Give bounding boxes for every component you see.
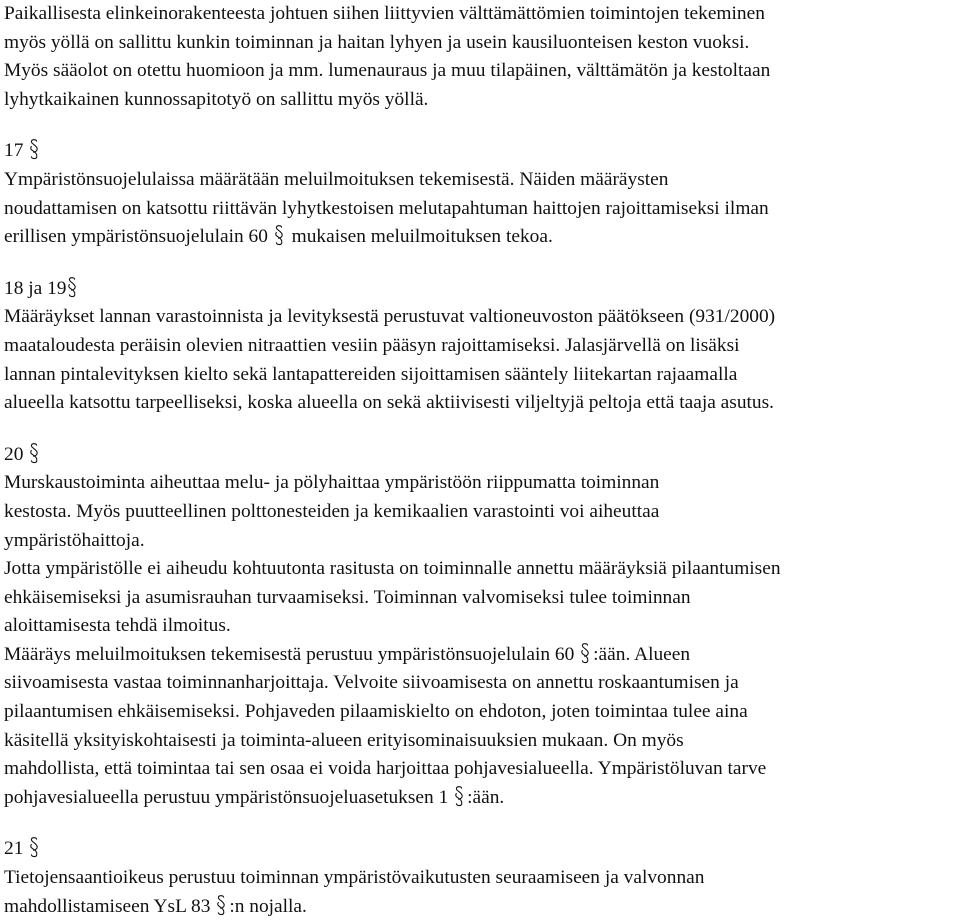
text-segment: :ään.	[467, 786, 505, 808]
text-line: myös yöllä on sallittu kunkin toiminnan ja haitan lyhyen ja usein kausiluonteisen keston vuoksi.	[4, 31, 750, 53]
text-line: Paikallisesta elinkeinorakenteesta johtuen siihen liittyvien välttämättömien toimintojen tekeminen	[4, 3, 765, 24]
paragraph-gap	[4, 812, 956, 835]
text-line: Ympäristönsuojelulaissa määrätään meluilmoituksen tekemisestä. Näiden määräysten	[4, 168, 669, 190]
text-line: lyhytkaikainen kunnossapitotyö on sallittu myös yöllä.	[4, 88, 429, 110]
section-heading	[4, 441, 956, 470]
section-number: 21	[4, 838, 24, 860]
section-number: 18 ja 19	[4, 277, 67, 299]
text-segment: pohjavesialueella perustuu ympäristönsuojeluasetuksen 1	[4, 786, 449, 808]
paragraph-intro	[4, 0, 956, 114]
section-sign-icon	[66, 275, 78, 301]
text-line: ehkäisemiseksi ja asumisrauhan turvaamiseksi. Toiminnan valvomiseksi tulee toiminnan	[4, 586, 691, 608]
text-segment: :ään. Alueen	[593, 643, 691, 665]
section-heading	[4, 275, 956, 304]
text-line: Jotta ympäristölle ei aiheudu kohtuutonta rasitusta on toiminnalle annettu määräyksiä pilaantumisen	[4, 558, 781, 580]
text-segment: mukaisen meluilmoituksen tekoa.	[291, 226, 553, 248]
text-line: Murskaustoiminta aiheuttaa melu- ja pölyhaittaa ympäristöön riippumatta toiminnan	[4, 472, 660, 494]
text-line: pilaantumisen ehkäisemiseksi. Pohjaveden pilaamiskielto on ehdoton, joten toimintaa tulee aina	[4, 701, 748, 723]
text-line	[4, 641, 956, 670]
section-18-19	[4, 275, 956, 418]
text-segment: Määräys meluilmoituksen tekemisestä perustuu ympäristönsuojelulain 60	[4, 643, 575, 665]
text-line	[4, 784, 956, 813]
section-sign-icon	[28, 137, 40, 163]
text-segment: mahdollistamiseen YsL 83	[4, 895, 211, 917]
text-line: Tietojensaantioikeus perustuu toiminnan ympäristövaikutusten seuraamiseen ja valvonnan	[4, 867, 705, 889]
section-heading	[4, 835, 956, 864]
text-line: aloittamisesta tehdä ilmoitus.	[4, 615, 231, 637]
section-number: 17	[4, 140, 24, 162]
section-number: 20	[4, 443, 24, 465]
text-line: Määräykset lannan varastoinnista ja levityksestä perustuvat valtioneuvoston päätökseen (931/2000)	[4, 306, 776, 328]
section-heading	[4, 137, 956, 166]
text-line: mahdollista, että toimintaa tai sen osaa ei voida harjoittaa pohjavesialueella. Ympäristöluvan tarve	[4, 758, 767, 780]
section-21	[4, 835, 956, 921]
paragraph-gap	[4, 114, 956, 137]
paragraph-gap	[4, 252, 956, 275]
text-line: maataloudesta peräisin olevien nitraattien vesiin pääsyn rajoittamiseksi. Jalasjärvellä on lisäksi	[4, 334, 740, 356]
text-line: alueella katsottu tarpeelliseksi, koska alueella on sekä aktiivisesti viljeltyjä peltoja että taaja asutus.	[4, 392, 774, 414]
text-line: siivoamisesta vastaa toiminnanharjoittaja. Velvoite siivoamisesta on annettu roskaantumisen ja	[4, 672, 739, 694]
section-sign-icon	[273, 223, 285, 249]
section-sign-icon	[215, 893, 227, 919]
text-line: Myös sääolot on otettu huomioon ja mm. lumenauraus ja muu tilapäinen, välttämätön ja kestoltaan	[4, 60, 771, 82]
text-line	[4, 893, 956, 921]
text-segment: erillisen ympäristönsuojelulain 60	[4, 226, 268, 248]
text-line	[4, 223, 956, 252]
section-sign-icon	[579, 641, 591, 667]
text-line: noudattamisen on katsottu riittävän lyhytkestoisen melutapahtuman haittojen rajoittamiseksi ilman	[4, 197, 769, 219]
text-line: käsitellä yksityiskohtaisesti ja toiminta-alueen erityisominaisuuksien mukaan. On myös	[4, 729, 684, 751]
text-line: lannan pintalevityksen kielto sekä lantapattereiden sijoittamisen sääntely liitekartan rajaamalla	[4, 363, 738, 385]
paragraph-gap	[4, 418, 956, 441]
text-line: ympäristöhaittoja.	[4, 529, 145, 551]
document-page	[4, 0, 956, 921]
text-segment: :n nojalla.	[229, 895, 307, 917]
section-sign-icon	[28, 441, 40, 467]
text-line: kestosta. Myös puutteellinen polttonesteiden ja kemikaalien varastointi voi aiheuttaa	[4, 500, 660, 522]
section-20	[4, 441, 956, 813]
section-sign-icon	[28, 835, 40, 861]
section-17	[4, 137, 956, 251]
section-sign-icon	[453, 784, 465, 810]
